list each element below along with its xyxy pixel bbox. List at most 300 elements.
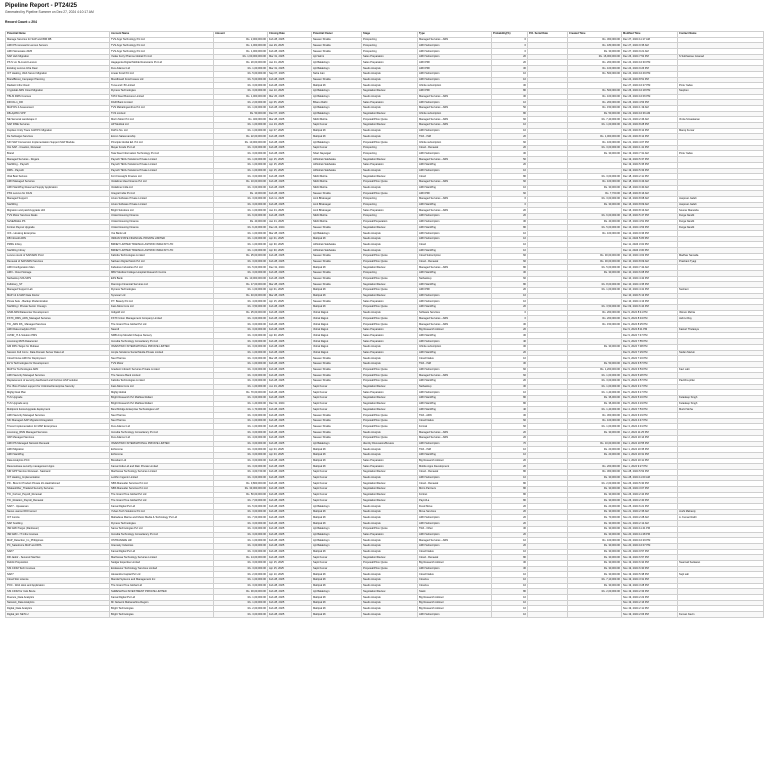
table-cell: Jun 19, 2025 xyxy=(268,384,312,390)
table-cell: Rs. 3,00,000.00 xyxy=(214,560,268,566)
table-cell: 10 xyxy=(492,572,528,578)
table-cell: Rs. 30,000.00 xyxy=(568,49,622,55)
table-cell: Negotiation/Review xyxy=(362,407,418,413)
table-cell xyxy=(528,612,568,618)
table-cell: Cloud - Renewal xyxy=(418,145,492,151)
column-header[interactable]: P.O. Serial Date xyxy=(528,32,568,38)
table-cell: Nikhil Mehta xyxy=(312,179,362,185)
table-cell: ARN Subscription xyxy=(418,236,492,242)
table-cell: Rs. 3,00,000.00 xyxy=(214,396,268,402)
table-cell: Move Services xyxy=(418,509,492,515)
table-cell: ARN StarWing xyxy=(418,162,492,168)
column-header[interactable]: Modified Time xyxy=(622,32,678,38)
table-cell: Dec 13, 2024 4:53 PM xyxy=(622,225,678,231)
table-cell: ARN Subscription xyxy=(418,214,492,220)
table-cell: 30 xyxy=(492,560,528,566)
table-cell: 80 xyxy=(492,88,528,94)
table-cell: Negotiation/Review xyxy=(362,555,418,561)
table-cell: PC_Salesforce MAP and RPA xyxy=(6,543,110,549)
table-cell: Managed Services - ARN xyxy=(418,435,492,441)
table-cell: Rs. 1,00,000.00 xyxy=(214,123,268,129)
table-cell: 0 xyxy=(492,49,528,55)
table-cell: ARN Managed Services xyxy=(6,179,110,185)
table-cell: Apr 15, 2025 xyxy=(268,162,312,168)
table-cell: ARN StarWing xyxy=(418,270,492,276)
table-cell: Cloud Native xyxy=(418,356,492,362)
table-cell: Needs Analysis xyxy=(362,242,418,248)
table-cell: Sapti Kumar xyxy=(312,469,362,475)
table-cell: Neo Pharma xyxy=(110,356,214,362)
table-cell: Dec 9, 2024 8:25 PM xyxy=(622,322,678,328)
table-cell: Rs. 50,000.00 xyxy=(214,111,268,117)
table-cell: Proposal/Price Quote xyxy=(362,373,418,379)
table-cell: Lerithm Ingenix Limited xyxy=(110,475,214,481)
table-cell: Prospecting xyxy=(362,49,418,55)
table-cell: Vishal Rajput xyxy=(312,310,362,316)
table-cell: Rs. 3,800,000.00 xyxy=(214,481,268,487)
table-cell: Rs. 2,00,000.00 xyxy=(568,589,622,595)
table-cell: Proposal/Price Quote xyxy=(362,276,418,282)
table-cell: Rs. 3,00,000.00 xyxy=(214,356,268,362)
table-cell: Vital Best Serives xyxy=(6,174,110,180)
table-cell: Cloud - Renewal xyxy=(418,259,492,265)
table-cell: United Housing Finance xyxy=(110,225,214,231)
table-cell: Sapti Kumar xyxy=(312,123,362,129)
table-cell: Mahipal Mi xyxy=(312,595,362,601)
table-cell: Mahipal Mi xyxy=(312,509,362,515)
table-cell: Rs. 3,00,000.00 xyxy=(214,83,268,89)
table-cell: Dec 11, 2024 3:32 PM xyxy=(622,242,678,248)
table-cell: Oto SAP - Creation, Renewal xyxy=(6,145,110,151)
table-cell: Nov 26, 2024 3:07 PM xyxy=(622,487,678,493)
table-cell: 60 xyxy=(492,373,528,379)
table-cell: Kamal India Ltd and Rain Private Limited xyxy=(110,464,214,470)
table-cell: NBS Marauder Services Pvt Ltd xyxy=(110,487,214,493)
table-cell: Migfig Global xyxy=(110,390,214,396)
table-cell: Proposal/Price Quote xyxy=(362,560,418,566)
table-cell: Jahnvi Roy xyxy=(678,316,764,322)
table-cell: Apr 05, 2025 xyxy=(268,100,312,106)
table-cell: Feb 28, 2025 xyxy=(268,418,312,424)
table-cell: ARN Subscription xyxy=(418,475,492,481)
table-cell: ARN Subscription xyxy=(418,521,492,527)
table-cell: Sapti Kumar xyxy=(312,487,362,493)
table-cell: Rs. 3,00,000.00 xyxy=(214,612,268,618)
table-cell: Apr 30, 2025 xyxy=(268,333,312,339)
table-cell: Needs Analysis xyxy=(362,310,418,316)
table-cell: Dec 26, 2024 10:06 PM xyxy=(622,94,678,100)
table-cell: Dec 20, 2024 8:28 PM xyxy=(622,123,678,129)
table-cell: Big Research Advisor xyxy=(418,606,492,612)
table-cell: Needs Analysis xyxy=(362,430,418,436)
table-cell: Jan 29, 2025 xyxy=(268,43,312,49)
table-cell: Ajit Balakrisgn xyxy=(312,94,362,100)
table-cell: Apr 15, 2025 xyxy=(268,157,312,163)
table-cell: Managed Services - ARN xyxy=(418,117,492,123)
table-cell: Incredia Technology Consultancy Pvt Ltd xyxy=(110,339,214,345)
table-cell: ARN Subscription xyxy=(418,543,492,549)
table-cell: Rs. 20,000.00 xyxy=(568,447,622,453)
table-cell: Dec 9, 2024 8:11 PM xyxy=(622,327,678,333)
table-cell: Incredia Technology Consultancy Pvt Ltd xyxy=(110,430,214,436)
column-header[interactable]: Potential Owner xyxy=(312,32,362,38)
table-cell: 10 xyxy=(492,447,528,453)
table-cell: Vikram Mehta xyxy=(678,310,764,316)
table-cell: 20 xyxy=(492,464,528,470)
table-cell: 20 xyxy=(492,532,528,538)
table-cell: Needs Analysis xyxy=(362,606,418,612)
table-cell: Gradient Infotech Services Private Limited xyxy=(110,367,214,373)
table-cell: Naveen Shukla xyxy=(312,276,362,282)
table-cell: GM RPG Target for Mubaso xyxy=(6,344,110,350)
table-cell: Rs. 30,000.00 xyxy=(568,498,622,504)
table-cell: Paysoft TECH Solutions Private Limited xyxy=(110,162,214,168)
column-header[interactable]: Type xyxy=(418,32,492,38)
table-cell: Prospecting xyxy=(362,151,418,157)
table-cell: 0 xyxy=(492,202,528,208)
table-cell: Feb 28, 2025 xyxy=(268,339,312,345)
table-cell: Ajit Balakrisgn xyxy=(312,140,362,146)
table-cell: 60 xyxy=(492,259,528,265)
table-cell: Sales Preparation xyxy=(362,464,418,470)
table-cell: 20 xyxy=(492,504,528,510)
table-cell: Rs. 3,00,000.00 xyxy=(214,447,268,453)
table-cell: Migfig Deal Plan xyxy=(6,390,110,396)
table-cell: Managed Services - ARN xyxy=(418,196,492,202)
table-cell: Apr 15, 2025 xyxy=(268,566,312,572)
table-cell: Vodafone Idea Finance Pvt Ltd xyxy=(110,179,214,185)
table-cell: Nov 19, 2024 6:57 PM xyxy=(622,555,678,561)
column-header[interactable]: Contact Name xyxy=(678,32,764,38)
table-cell: De Subtarget Services xyxy=(6,134,110,140)
table-cell: Rs. 20,00,000.00 xyxy=(214,60,268,66)
table-cell: Mar 28, 2025 xyxy=(268,293,312,299)
table-cell: Proposal/Price Quote xyxy=(362,191,418,197)
table-cell: SIR GPP Service Renewal - Sastrand xyxy=(6,469,110,475)
column-header[interactable]: Probability(%) xyxy=(492,32,528,38)
table-cell: Rs. 70,000.00 xyxy=(568,515,622,521)
table-cell: Linear Food Pvt Ltd xyxy=(110,71,214,77)
table-cell: Dec 9, 2024 4:57 PM xyxy=(622,378,678,384)
column-header[interactable]: Amount xyxy=(214,32,268,38)
table-row[interactable] xyxy=(6,612,764,618)
table-cell: 10 xyxy=(492,77,528,83)
table-cell: ARN StarWing xyxy=(418,282,492,288)
table-cell: Sales Preparation xyxy=(362,333,418,339)
table-cell: 20 xyxy=(492,208,528,214)
table-cell: Cloud - Renewal xyxy=(418,555,492,561)
table-cell: Rs. 30,000.00 xyxy=(568,532,622,538)
table-cell: Naveen Shukla xyxy=(312,259,362,265)
table-cell: Managed Services - ARN xyxy=(418,37,492,43)
table-cell: Mayar Foods Pvt Ltd xyxy=(110,145,214,151)
table-cell: Rs. 5,00,000.00 xyxy=(214,77,268,83)
table-cell: TVS Argo Technology Pvt Ltd xyxy=(110,43,214,49)
table-cell: Sales Preparation xyxy=(362,299,418,305)
table-cell: 10 xyxy=(492,128,528,134)
table-cell: Sushant xyxy=(678,287,764,293)
table-cell: Rs. 500,000.00 xyxy=(568,71,622,77)
table-cell: Rs. 300,000.00 xyxy=(568,469,622,475)
table-cell: Rs. 5,00,000.00 xyxy=(568,265,622,271)
table-cell: Netbackup SIS-SIPS xyxy=(6,276,110,282)
table-cell: Intensely Industries xyxy=(110,543,214,549)
table-cell: Ample Solutions Social Media Private Limited xyxy=(110,350,214,356)
table-cell: Abhishek Sakhwala xyxy=(312,157,362,163)
table-cell: Mobile Apps Development xyxy=(418,464,492,470)
table-cell: Feb 28, 2025 xyxy=(268,424,312,430)
table-cell: Rs. 36,000.00 xyxy=(568,401,622,407)
table-cell: Vodafone India Ltd xyxy=(110,185,214,191)
table-cell: Dec 10, 2024 4:41 PM xyxy=(622,287,678,293)
table-cell: Nikhil Mehta xyxy=(312,219,362,225)
table-cell: Shakeshifter_Thailand Security Services xyxy=(6,487,110,493)
table-cell: 60 xyxy=(492,117,528,123)
table-cell: Proposal/Price Quote xyxy=(362,305,418,311)
table-cell: Nov 20, 2024 11:28 PM xyxy=(622,532,678,538)
table-cell: Naveen Shukla xyxy=(312,282,362,288)
table-cell: Feb 28, 2025 xyxy=(268,600,312,606)
table-cell: Feb 28, 2025 xyxy=(268,253,312,259)
table-cell: Dec 19, 2024 5:33 PM xyxy=(622,168,678,174)
table-cell: Needs Analysis xyxy=(362,248,418,254)
report-header xyxy=(5,3,94,14)
table-cell: Proposal/Price Quote xyxy=(362,287,418,293)
table-cell: Proposal/Price Quote xyxy=(362,424,418,430)
table-cell: 10 xyxy=(492,549,528,555)
table-cell: Neo Pharma xyxy=(110,413,214,419)
table-cell: Dec 18, 2024 9:43 AM xyxy=(622,179,678,185)
table-cell: Feb 28, 2025 xyxy=(268,327,312,333)
column-header[interactable]: Created Time xyxy=(568,32,622,38)
table-cell: TIC_ARN RS_ Managed Services xyxy=(6,322,110,328)
table-cell: Feb 28, 2025 xyxy=(268,105,312,111)
table-cell: Rs. 4,00,000.00 xyxy=(214,299,268,305)
table-cell: Kalinda Technologies Limited xyxy=(110,378,214,384)
table-cell: Mar 28, 2025 xyxy=(268,117,312,123)
table-cell: Nov 26, 2024 2:40 PM xyxy=(622,498,678,504)
table-cell: Needs Analysis xyxy=(362,549,418,555)
table-cell: Naveen Shukla xyxy=(312,43,362,49)
table-cell: Mar 31, 2025 xyxy=(268,54,312,60)
table-cell: Managed Services - ARN xyxy=(418,430,492,436)
table-cell: Nasroll xyxy=(110,327,214,333)
table-cell: Neo Pharma xyxy=(110,418,214,424)
table-cell: Mahipal Mi xyxy=(312,83,362,89)
table-cell: 20 xyxy=(492,435,528,441)
table-cell: 80 xyxy=(492,498,528,504)
table-cell: Negotiation/Review xyxy=(362,293,418,299)
table-cell: Proposal/Price Quote xyxy=(362,259,418,265)
table-cell: Pavithra pillai xyxy=(678,378,764,384)
table-cell: Paysoft TECH Solutions Private Limited xyxy=(110,168,214,174)
table-cell: ARN StarWing xyxy=(418,248,492,254)
table-cell: Mahipal Mi xyxy=(312,265,362,271)
table-cell: Radiant Infra Cloud xyxy=(6,83,110,89)
table-cell: Rs. 3,00,000.00 xyxy=(214,316,268,322)
table-cell: Feb 28, 2025 xyxy=(268,259,312,265)
table-cell: Mahipal Mi xyxy=(312,583,362,589)
table-cell: ARN Subscription xyxy=(418,532,492,538)
table-cell: Feb 28, 2025 xyxy=(268,595,312,601)
table-cell: Abhishek Sakhwala xyxy=(312,168,362,174)
table-cell: Mahipal Mi xyxy=(312,612,362,618)
table-cell: Naveen Shukla xyxy=(312,253,362,259)
report-subtitle: Generated by Pipeline Summer on Dec 27, 2024 4:10:17 AM xyxy=(5,10,94,14)
table-cell: Feb 28, 2025 xyxy=(268,396,312,402)
table-cell: Proposal/Price Quote xyxy=(362,526,418,532)
table-cell: Rs. 7,40,000.00 xyxy=(568,117,622,123)
table-cell: Rs. 70,00,000.00 xyxy=(214,390,268,396)
table-cell: Vishal Rajput xyxy=(312,344,362,350)
table-cell: Rs. 1,00,000.00 xyxy=(214,236,268,242)
table-cell: 10 xyxy=(492,293,528,299)
column-header[interactable]: Account Name xyxy=(110,32,214,38)
table-cell: DB-ApPD1 VPP xyxy=(6,111,110,117)
table-cell: Rs. 30,00,000.00 xyxy=(568,253,622,259)
column-header[interactable]: Potential Name xyxy=(6,32,110,38)
table-cell: Needs Analysis xyxy=(362,612,418,618)
table-cell: ISR ARN - IT Infra Courses xyxy=(6,532,110,538)
table-cell: Needs Analysis xyxy=(362,344,418,350)
table-cell: Proposal/Price Quote xyxy=(362,322,418,328)
table-cell: Moodboard Food Issues Ltd xyxy=(110,77,214,83)
table-cell: Ajit Balakrisgn xyxy=(312,526,362,532)
table-cell: Naveen Shukla xyxy=(312,37,362,43)
table-cell: Amit Bhatnagar xyxy=(312,196,362,202)
table-cell: 30 xyxy=(492,322,528,328)
table-cell: Rs. 200,000.00 xyxy=(568,316,622,322)
table-cell: Rs. 1,20,000.00 xyxy=(214,401,268,407)
table-cell: SIC Managed-SAP Migration/Integration xyxy=(6,418,110,424)
column-header[interactable]: Closing Date xyxy=(268,32,312,38)
table-cell: Dec 10, 2024 4:13 PM xyxy=(622,299,678,305)
table-cell: Rs. 1,00,000.00 xyxy=(214,287,268,293)
table-cell: Rs. 30,000.00 xyxy=(568,521,622,527)
table-cell: Amit Bhatnagar xyxy=(312,208,362,214)
table-cell: Sama Technologies Pvt Ltd xyxy=(110,526,214,532)
table-cell: Jan 31, 2025 xyxy=(268,208,312,214)
table-cell: PMRL Infosy xyxy=(6,242,110,248)
table-cell: Dec 11, 2024 5:05 PM xyxy=(622,236,678,242)
column-header[interactable]: Stage xyxy=(362,32,418,38)
table-cell: Infinite subscription xyxy=(418,83,492,89)
table-cell: Sapti Kumar xyxy=(312,481,362,487)
table-cell: ARN Subscription xyxy=(418,168,492,174)
table-cell: Dec 18, 2024 2:11 PM xyxy=(622,174,678,180)
table-cell: EV & Technologies for Development xyxy=(6,361,110,367)
table-cell: Nov 19, 2024 2:22 PM xyxy=(622,595,678,601)
table-cell: Needs Analysis xyxy=(362,231,418,237)
table-cell: Feb 28, 2025 xyxy=(268,174,312,180)
table-cell: Dec 3, 2024 6:19 PM xyxy=(622,413,678,419)
table-cell: NMB Amp Moodsil Cheque Nursery xyxy=(110,333,214,339)
table-cell: Rs. 1,00,000.00 xyxy=(214,231,268,237)
table-cell: ARN StarWing xyxy=(418,225,492,231)
table-cell: Big Research Advisor xyxy=(418,458,492,464)
table-cell: Rs. 1,00,000.00 xyxy=(568,373,622,379)
table-cell: Marthessa Technology Services Limited xyxy=(110,555,214,561)
table-cell: Rs. 2,000,000.00 xyxy=(214,37,268,43)
table-cell: TVS Mahalingamthus Pvt Ltd xyxy=(110,105,214,111)
table-cell: 60 xyxy=(492,418,528,424)
table-cell: Rs. 1,00,000.00 xyxy=(214,66,268,72)
table-cell: Big Research Advisor xyxy=(418,560,492,566)
table-cell: Dec 27, 2024 9:35 AM xyxy=(622,43,678,49)
table-cell: Rs. 30,000.00 xyxy=(568,572,622,578)
table-cell: Feb 28, 2025 xyxy=(268,378,312,384)
table-cell: Nikhil Mehta xyxy=(312,214,362,220)
table-cell: Rs. 14,00,000.00 xyxy=(214,555,268,561)
table-cell: SIS CIOM for Indo Bovie xyxy=(6,589,110,595)
table-cell: 60 xyxy=(492,367,528,373)
table-cell: Cloud Native xyxy=(418,549,492,555)
table-cell: Feb 28, 2025 xyxy=(268,83,312,89)
table-cell: Stephen xyxy=(678,88,764,94)
table-cell: Rs. 6,00,000.00 xyxy=(568,214,622,220)
table-cell: Paysoft TECH Solutions Private Limited xyxy=(110,157,214,163)
table-cell: Dec 9, 2024 8:34 PM xyxy=(622,316,678,322)
table-cell: TATA Steel Business Limited xyxy=(110,94,214,100)
table-cell: 30 xyxy=(492,219,528,225)
table-cell: 30 xyxy=(492,94,528,100)
table-cell: 60 xyxy=(492,179,528,185)
table-cell: Feb 28, 2025 xyxy=(268,430,312,436)
table-cell: Cloud xyxy=(418,174,492,180)
table-cell: Apr 01, 2025 xyxy=(268,236,312,242)
table-cell: INVESTWAY INTERNATIONAL PRIVATE LIMITED xyxy=(110,344,214,350)
table-cell: Rs. 20,000.00 xyxy=(568,452,622,458)
table-cell: ARN PS renewal & Lenovo Servers xyxy=(6,43,110,49)
table-cell xyxy=(568,612,622,618)
table-cell: The Grand Tree Global Pvt Ltd xyxy=(110,322,214,328)
table-cell: Rs. 1,70,000.00 xyxy=(214,407,268,413)
table-cell: Rs. 6,00,000.00 xyxy=(214,214,268,220)
table-cell: United Housing Finance xyxy=(110,219,214,225)
table-cell: 10 xyxy=(492,595,528,601)
table-cell: Rs. 1,00,000.00 xyxy=(214,105,268,111)
table-cell: Renewal of SAP/ARM Services xyxy=(6,259,110,265)
table-cell: Managed Services - ARN xyxy=(418,373,492,379)
table-cell: Nov 19, 2024 6:30 PM xyxy=(622,566,678,572)
table-cell: Tuna and I B Limited xyxy=(110,83,214,89)
table-cell: Proposal/Price Quote xyxy=(362,140,418,146)
table-cell: Bright Research Pvt Mathias Reliant xyxy=(110,401,214,407)
table-cell: DoPro No. Ltd xyxy=(110,128,214,134)
table-cell: S Subhasree Gnanad xyxy=(678,54,764,60)
table-cell: 50 xyxy=(492,105,528,111)
table-cell: Durga Nandit xyxy=(678,214,764,220)
table-cell: Dec 10, 2024 4:42 PM xyxy=(622,276,678,282)
table-cell: Murid Sinha xyxy=(678,407,764,413)
table-cell: Indigold Ltd xyxy=(110,310,214,316)
table-cell: Rs. 3,00,000.00 xyxy=(214,378,268,384)
table-cell: Proposal/Preparation xyxy=(362,219,418,225)
table-cell: Azure Software Private Limited xyxy=(110,196,214,202)
table-cell: HP Medical Ltd xyxy=(110,123,214,129)
table-cell: ARN Subscription xyxy=(418,515,492,521)
table-cell: Nov 26, 2024 5:30 PM xyxy=(622,481,678,487)
table-cell: Dec 9, 2024 7:38 PM xyxy=(622,344,678,350)
table-cell: Apr 15, 2025 xyxy=(268,168,312,174)
table-cell: ARN Subscription xyxy=(418,128,492,134)
table-cell: 10 xyxy=(492,452,528,458)
table-cell: Rs. 30,000.00 xyxy=(568,583,622,589)
table-cell: TBLIS RMS Courses xyxy=(6,94,110,100)
table-cell: Proposal/Price Quote xyxy=(362,418,418,424)
table-cell: The Grand Tree Global Pvt Ltd xyxy=(110,498,214,504)
table-cell: Fluence_Data Analytics xyxy=(6,595,110,601)
